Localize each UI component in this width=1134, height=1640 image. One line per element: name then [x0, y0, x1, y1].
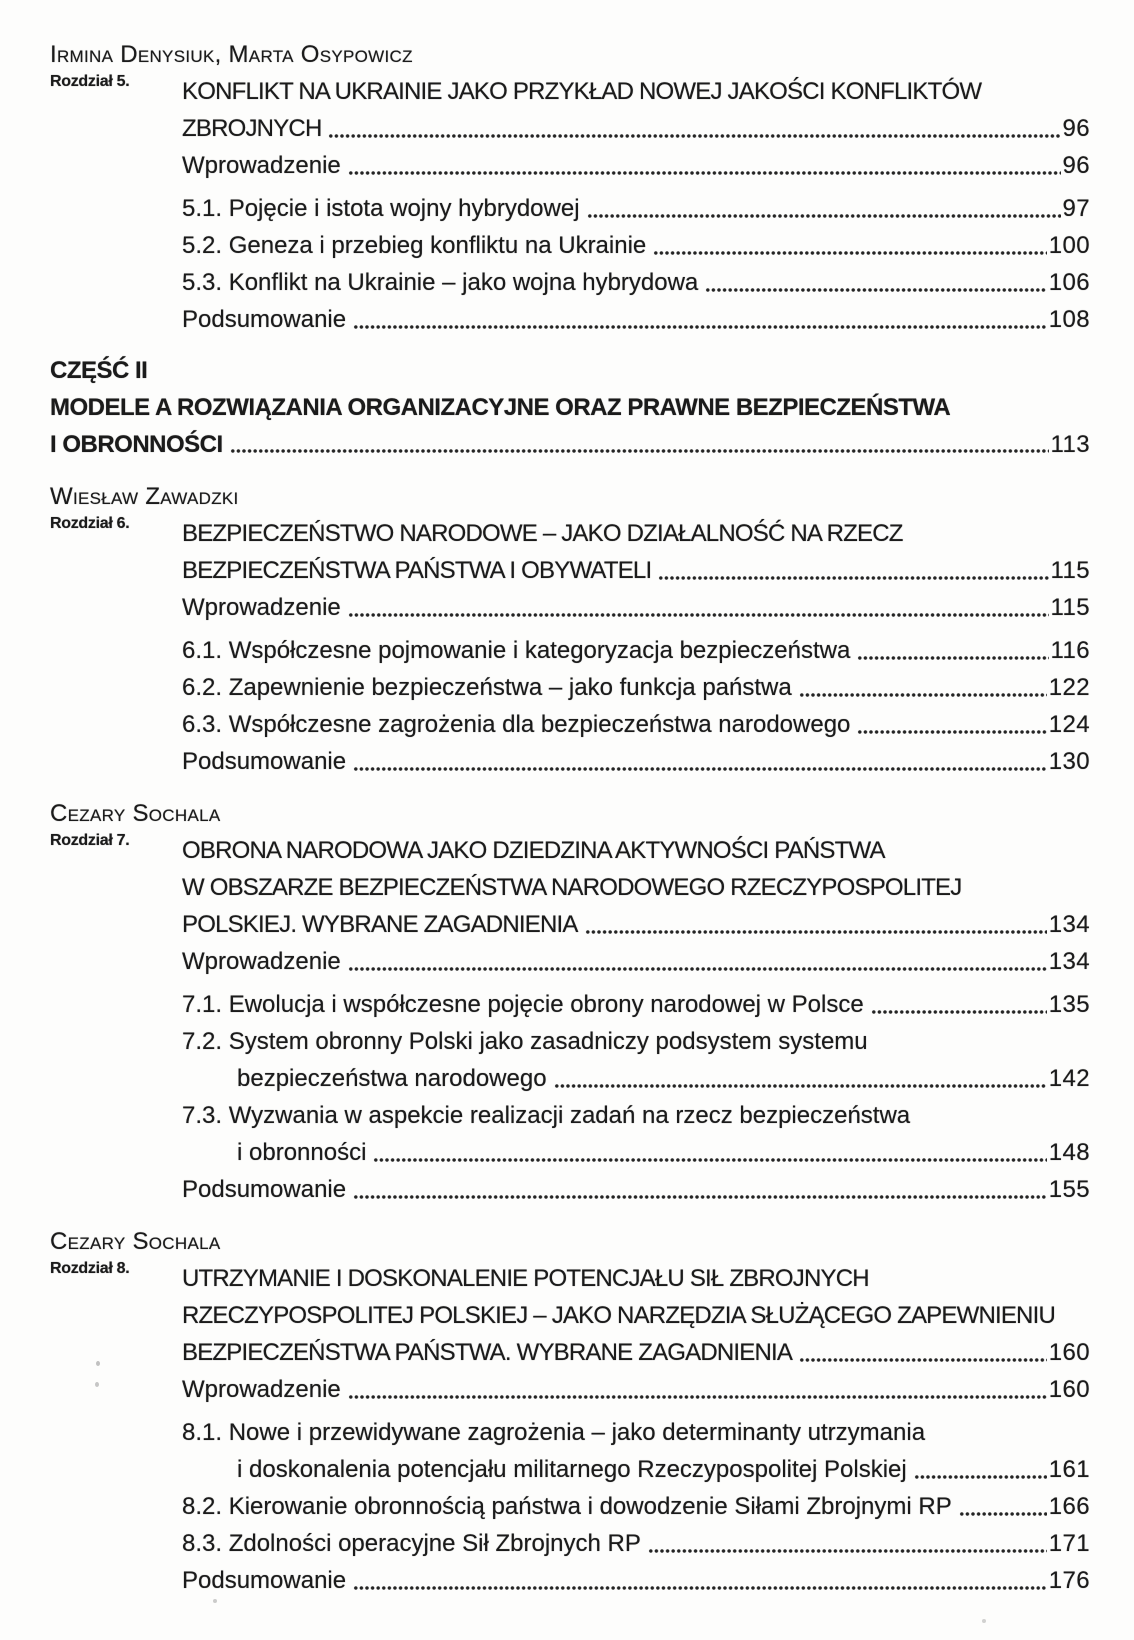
dot-leader [353, 766, 1047, 772]
toc-line-text: 5.1. Pojęcie i istota wojny hybrydowej [182, 195, 580, 222]
chapter-title-line: OBRONA NARODOWA JAKO DZIEDZINA AKTYWNOŚCI PAŃSTWA [182, 837, 885, 864]
dot-leader [658, 575, 1048, 581]
toc-line-wrap-cont [182, 1060, 1090, 1097]
dot-leader [554, 1083, 1047, 1089]
chapter-entry-6 [50, 515, 1090, 780]
toc-line-summary [182, 301, 1090, 338]
page-number: 130 [1048, 748, 1090, 775]
chapter-title-text: BEZPIECZEŃSTWA PAŃSTWA. WYBRANE ZAGADNIENIA [182, 1339, 793, 1366]
chapter-entry-8 [50, 1260, 1090, 1599]
dot-leader [373, 1157, 1046, 1163]
toc-line-wrap-first: 7.3. Wyzwania w aspekcie realizacji zadań na rzecz bezpieczeństwa [182, 1102, 911, 1129]
toc-line [182, 1525, 1090, 1562]
chapter-title-line: UTRZYMANIE I DOSKONALENIE POTENCJAŁU SIŁ ZBROJNYCH [182, 1265, 869, 1292]
authors-line-chapter-7: Cezary Sochala [50, 800, 221, 827]
toc-line-text: Podsumowanie [182, 306, 347, 333]
page-number: 115 [1050, 594, 1090, 621]
toc-line-text: 8.2. Kierowanie obronnością państwa i dowodzenie Siłami Zbrojnymi RP [182, 1493, 952, 1520]
page-number: 166 [1048, 1493, 1090, 1520]
toc-line [182, 669, 1090, 706]
toc-line-text: 6.2. Zapewnienie bezpieczeństwa – jako funkcja państwa [182, 674, 792, 701]
page-number: 160 [1048, 1339, 1090, 1366]
toc-line-text: i doskonalenia potencjału militarnego Rzeczypospolitej Polskiej [237, 1456, 907, 1483]
page-number: 116 [1050, 637, 1090, 664]
dot-leader [857, 729, 1046, 735]
chapter-body [182, 832, 1090, 1208]
dot-leader [348, 966, 1047, 972]
chapter-title-line: W OBSZARZE BEZPIECZEŃSTWA NARODOWEGO RZECZYPOSPOLITEJ [182, 874, 962, 901]
dot-leader [348, 612, 1049, 618]
dot-leader [857, 655, 1048, 661]
page-number: 97 [1062, 195, 1090, 222]
scan-speck [982, 1619, 986, 1623]
toc-line-summary [182, 1171, 1090, 1208]
part-heading [50, 352, 1090, 463]
dot-leader [705, 287, 1046, 293]
toc-line-intro [182, 589, 1090, 626]
toc-line-text: 6.3. Współczesne zagrożenia dla bezpieczeństwa narodowego [182, 711, 851, 738]
authors-line-chapter-8: Cezary Sochala [50, 1228, 221, 1255]
toc-line-text: 8.3. Zdolności operacyjne Sił Zbrojnych RP [182, 1530, 641, 1557]
part-number-line: CZĘŚĆ II [50, 357, 148, 384]
toc-line [182, 986, 1090, 1023]
chapter-entry-7 [50, 832, 1090, 1208]
chapter-title-page-line [182, 906, 1090, 943]
page-number: 148 [1048, 1139, 1090, 1166]
page-number: 115 [1050, 557, 1090, 584]
page-number: 161 [1048, 1456, 1090, 1483]
chapter-title-page-line [182, 1334, 1090, 1371]
chapter-title-page-line [182, 552, 1090, 589]
chapter-title-text: POLSKIEJ. WYBRANE ZAGADNIENIA [182, 911, 578, 938]
chapter-title-line: KONFLIKT NA UKRAINIE JAKO PRZYKŁAD NOWEJ JAKOŚCI KONFLIKTÓW [182, 78, 982, 105]
chapter-title-line: BEZPIECZEŃSTWO NARODOWE – JAKO DZIAŁALNOŚĆ NA RZECZ [182, 520, 903, 547]
toc-line-intro [182, 1371, 1090, 1408]
toc-line-text: Wprowadzenie [182, 594, 341, 621]
page-number: 135 [1048, 991, 1090, 1018]
dot-leader [959, 1511, 1047, 1517]
toc-line-text: Wprowadzenie [182, 152, 341, 179]
toc-line-summary [182, 1562, 1090, 1599]
dot-leader [353, 1194, 1047, 1200]
toc-line-text: 7.1. Ewolucja i współczesne pojęcie obrony narodowej w Polsce [182, 991, 864, 1018]
toc-line-text: 5.3. Konflikt na Ukrainie – jako wojna hybrydowa [182, 269, 699, 296]
chapter-label: Rozdział 8. [50, 1260, 130, 1277]
dot-leader [799, 1357, 1047, 1363]
page-number: 160 [1048, 1376, 1090, 1403]
dot-leader [648, 1548, 1047, 1554]
chapter-title-text: BEZPIECZEŃSTWA PAŃSTWA I OBYWATELI [182, 557, 652, 584]
dot-leader [348, 170, 1061, 176]
page-number: 108 [1048, 306, 1090, 333]
toc-line-wrap-first: 8.1. Nowe i przewidywane zagrożenia – jako determinanty utrzymania [182, 1419, 926, 1446]
page-number: 142 [1048, 1065, 1090, 1092]
chapter-body [182, 515, 1090, 780]
dot-leader [799, 692, 1047, 698]
toc-line-text: Podsumowanie [182, 1176, 347, 1203]
part-title-text: I OBRONNOŚCI [50, 431, 223, 458]
page-number: 122 [1048, 674, 1090, 701]
page-number: 176 [1048, 1567, 1090, 1594]
page-number: 134 [1048, 911, 1090, 938]
chapter-label: Rozdział 6. [50, 515, 130, 532]
toc-line-text: 5.2. Geneza i przebieg konfliktu na Ukrainie [182, 232, 647, 259]
chapter-body [182, 1260, 1090, 1599]
page-number: 113 [1050, 431, 1090, 458]
page-number: 100 [1048, 232, 1090, 259]
dot-leader [230, 448, 1049, 454]
dot-leader [587, 213, 1061, 219]
toc-line [182, 264, 1090, 301]
page-number: 171 [1048, 1530, 1090, 1557]
chapter-label: Rozdział 7. [50, 832, 130, 849]
toc-line-wrap-cont [182, 1134, 1090, 1171]
chapter-title-line: RZECZYPOSPOLITEJ POLSKIEJ – JAKO NARZĘDZIA SŁUŻĄCEGO ZAPEWNIENIU [182, 1302, 1055, 1329]
page-number: 124 [1048, 711, 1090, 738]
toc-line-text: Wprowadzenie [182, 1376, 341, 1403]
authors-line-chapter-5: Irmina Denysiuk, Marta Osypowicz [50, 41, 413, 68]
toc-line [182, 632, 1090, 669]
authors-line-chapter-6: Wiesław Zawadzki [50, 483, 239, 510]
dot-leader [585, 929, 1047, 935]
toc-line [182, 706, 1090, 743]
part-title-line: MODELE A ROZWIĄZANIA ORGANIZACYJNE ORAZ PRAWNE BEZPIECZEŃSTWA [50, 394, 951, 421]
toc-line-wrap-cont [182, 1451, 1090, 1488]
toc-line-text: bezpieczeństwa narodowego [237, 1065, 547, 1092]
toc-line-text: Wprowadzenie [182, 948, 341, 975]
chapter-entry-5 [50, 73, 1090, 338]
toc-line-text: 6.1. Współczesne pojmowanie i kategoryzacja bezpieczeństwa [182, 637, 851, 664]
part-title-page-line [50, 426, 1090, 463]
chapter-label: Rozdział 5. [50, 73, 130, 90]
toc-line-text: Podsumowanie [182, 748, 347, 775]
page-number: 96 [1062, 152, 1090, 179]
toc-line [182, 227, 1090, 264]
chapter-body [182, 73, 1090, 338]
scan-speck [213, 1599, 217, 1603]
page-number: 96 [1062, 115, 1090, 142]
toc-line-text: i obronności [237, 1139, 367, 1166]
dot-leader [353, 1585, 1047, 1591]
dot-leader [871, 1009, 1047, 1015]
chapter-title-text: ZBROJNYCH [182, 115, 322, 142]
page-number: 134 [1048, 948, 1090, 975]
dot-leader [328, 133, 1060, 139]
toc-line [182, 1488, 1090, 1525]
toc-line-text: Podsumowanie [182, 1567, 347, 1594]
dot-leader [914, 1474, 1047, 1480]
toc-line-summary [182, 743, 1090, 780]
page-number: 106 [1048, 269, 1090, 296]
scan-speck [96, 1361, 100, 1366]
toc-line-intro [182, 943, 1090, 980]
chapter-title-page-line [182, 110, 1090, 147]
dot-leader [353, 324, 1047, 330]
dot-leader [348, 1394, 1047, 1400]
toc-line [182, 190, 1090, 227]
dot-leader [653, 250, 1046, 256]
toc-line-wrap-first: 7.2. System obronny Polski jako zasadniczy podsystem systemu [182, 1028, 868, 1055]
page-number: 155 [1048, 1176, 1090, 1203]
scan-speck [95, 1382, 99, 1387]
toc-line-intro [182, 147, 1090, 184]
